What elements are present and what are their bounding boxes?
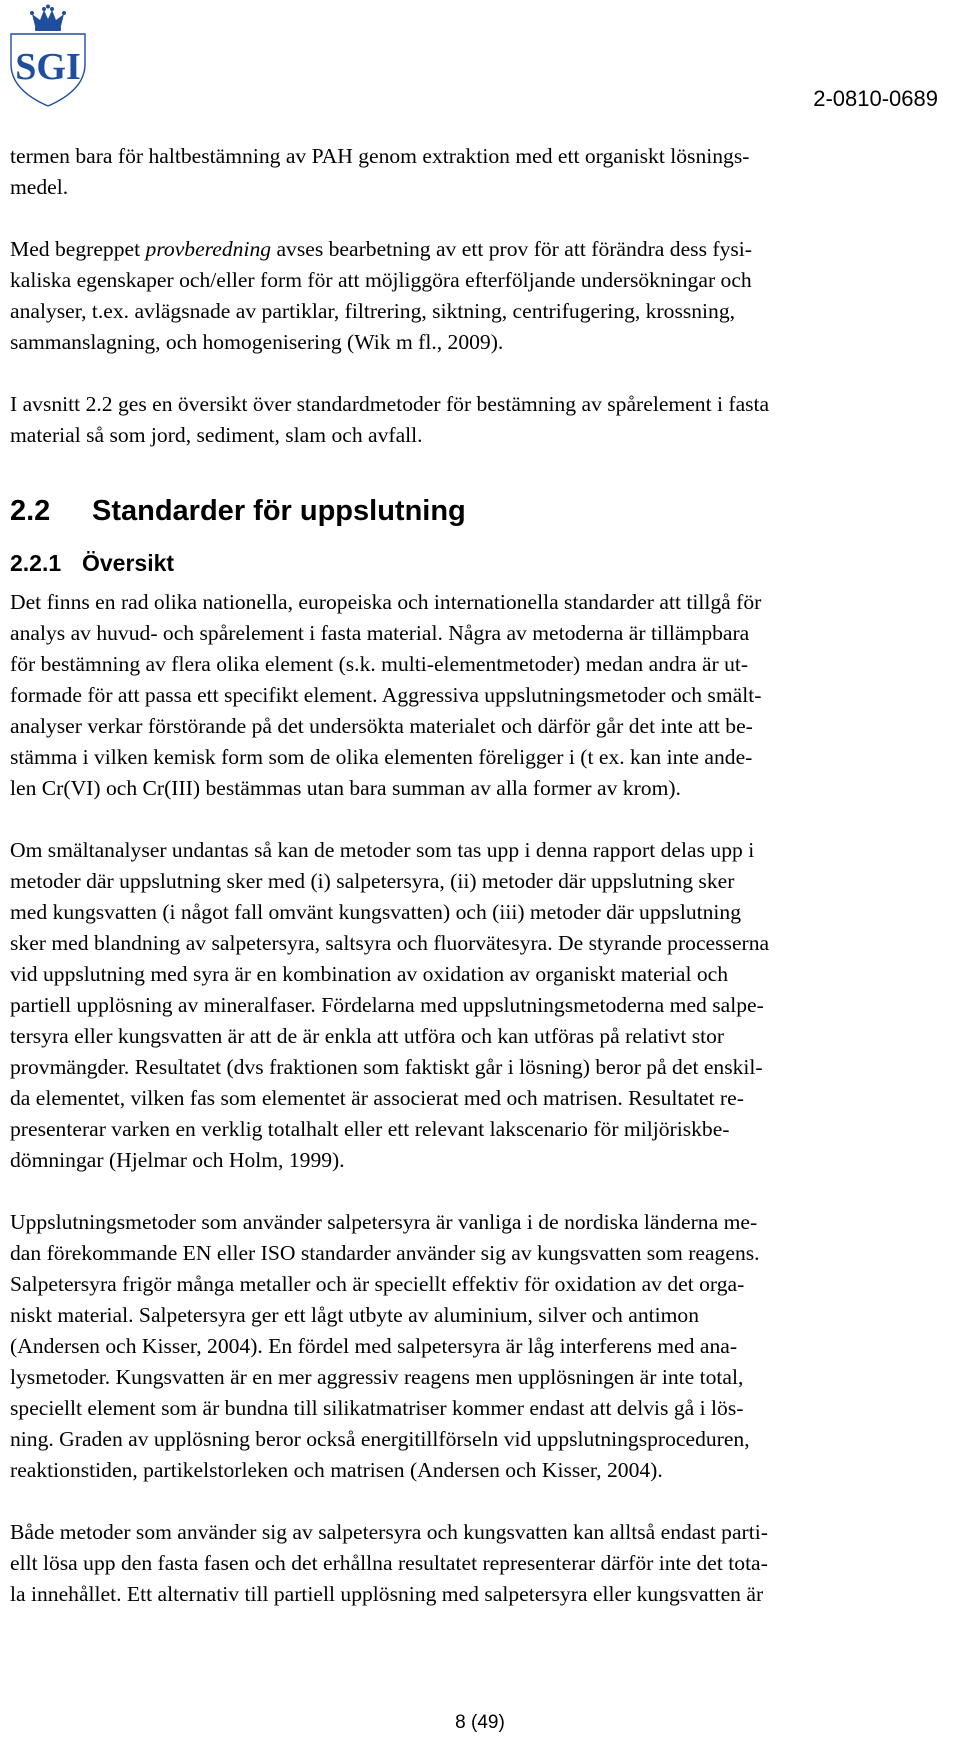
text-line: niskt material. Salpetersyra ger ett lågt utbyte av aluminium, silver och antimon	[10, 1303, 700, 1327]
text-line: Om smältanalyser undantas så kan de metoder som tas upp i denna rapport delas upp i	[10, 838, 755, 862]
text-line: medel.	[10, 175, 69, 199]
text-line: Det finns en rad olika nationella, europeiska och internationella standarder att tillgå för	[10, 590, 762, 614]
text-line: partiell upplösning av mineralfaser. Fördelarna med uppslutningsmetoderna med salpe-	[10, 993, 764, 1017]
text-line: termen bara för haltbestämning av PAH genom extraktion med ett organiskt lösnings-	[10, 144, 750, 168]
text-line: analys av huvud- och spårelement i fasta material. Några av metoderna är tillämpbara	[10, 621, 750, 645]
text-line: dömningar (Hjelmar och Holm, 1999).	[10, 1148, 345, 1172]
subsection-title: Översikt	[82, 550, 175, 576]
page-number: 8 (49)	[455, 1712, 505, 1733]
section-heading	[10, 491, 954, 531]
paragraph-5	[10, 835, 954, 1176]
text-line: analyser, t.ex. avlägsnade av partiklar, filtrering, siktning, centrifugering, krossning,	[10, 299, 736, 323]
text-line: dan förekommande EN eller ISO standarder använder sig av kungsvatten som reagens.	[10, 1241, 760, 1265]
text-line: Uppslutningsmetoder som använder salpetersyra är vanliga i de nordiska länderna me-	[10, 1210, 758, 1234]
text-line: formade för att passa ett specifikt element. Aggressiva uppslutningsmetoder och smält-	[10, 683, 762, 707]
emphasis-term: provberedning	[145, 237, 272, 261]
text-line: reaktionstiden, partikelstorleken och matrisen (Andersen och Kisser, 2004).	[10, 1458, 663, 1482]
subsection-number: 2.2.1	[10, 550, 62, 576]
logo-text: SGI	[15, 46, 81, 88]
text-line: Salpetersyra frigör många metaller och är speciellt effektiv för oxidation av det orga-	[10, 1272, 745, 1296]
text-line: la innehållet. Ett alternativ till partiell upplösning med salpetersyra eller kungsvatten är	[10, 1582, 764, 1606]
text-line: för bestämning av flera olika element (s.k. multi-elementmetoder) medan andra är ut-	[10, 652, 749, 676]
paragraph-6	[10, 1207, 954, 1486]
section-number: 2.2	[10, 495, 51, 527]
text-line: kaliska egenskaper och/eller form för att möjliggöra efterföljande undersökningar och	[10, 268, 752, 292]
text-line: lysmetoder. Kungsvatten är en mer aggressiv reagens men upplösningen är inte total,	[10, 1365, 744, 1389]
paragraph-2	[10, 234, 954, 358]
text-line: Både metoder som använder sig av salpetersyra och kungsvatten kan alltså endast parti-	[10, 1520, 768, 1544]
text-segment: Med begreppet	[10, 237, 146, 261]
paragraph-4	[10, 587, 954, 804]
subsection-heading	[10, 547, 954, 579]
text-line: ning. Graden av upplösning beror också energitillförseln vid uppslutningsproceduren,	[10, 1427, 750, 1451]
document-number: 2-0810-0689	[813, 86, 938, 111]
text-line: stämma i vilken kemisk form som de olika elementen föreligger i (t ex. kan inte ande-	[10, 745, 753, 769]
text-line: len Cr(VI) och Cr(III) bestämmas utan bara summan av alla former av krom).	[10, 776, 681, 800]
text-line: med kungsvatten (i något fall omvänt kungsvatten) och (iii) metoder där uppslutning	[10, 900, 742, 924]
paragraph-7	[10, 1517, 954, 1610]
text-line: da elementet, vilken fas som elementet är associerat med och matrisen. Resultatet re-	[10, 1086, 744, 1110]
text-line: vid uppslutning med syra är en kombination av oxidation av organiskt material och	[10, 962, 729, 986]
paragraph-1	[10, 141, 954, 203]
text-line: sammanslagning, och homogenisering (Wik m fl., 2009).	[10, 330, 504, 354]
text-segment: avses bearbetning av ett prov för att förändra dess fysi-	[271, 237, 752, 261]
sgi-crown-logo-icon	[8, 4, 88, 108]
paragraph-3	[10, 389, 954, 451]
text-line: provmängder. Resultatet (dvs fraktionen som faktiskt går i lösning) beror på det enskil-	[10, 1055, 763, 1079]
sgi-logo	[8, 4, 88, 108]
text-line: ellt lösa upp den fasta fasen och det erhållna resultatet representerar därför inte det tota-	[10, 1551, 768, 1575]
text-line: I avsnitt 2.2 ges en översikt över standardmetoder för bestämning av spårelement i fasta	[10, 392, 770, 416]
text-line: speciellt element som är bundna till silikatmatriser kommer endast att delvis gå i lös-	[10, 1396, 744, 1420]
text-line: (Andersen och Kisser, 2004). En fördel med salpetersyra är låg interferens med ana-	[10, 1334, 738, 1358]
text-line: metoder där uppslutning sker med (i) salpetersyra, (ii) metoder där uppslutning sker	[10, 869, 735, 893]
text-line: tersyra eller kungsvatten är att de är enkla att utföra och kan utföras på relativt stor	[10, 1024, 725, 1048]
text-line: analyser verkar förstörande på det undersökta materialet och därför går det inte att be-	[10, 714, 753, 738]
section-title: Standarder för uppslutning	[92, 495, 466, 527]
document-body	[10, 141, 954, 1610]
text-line: sker med blandning av salpetersyra, saltsyra och fluorvätesyra. De styrande processerna	[10, 931, 770, 955]
text-line: presenterar varken en verklig totalhalt eller ett relevant lakscenario för miljöriskbe-	[10, 1117, 730, 1141]
text-line	[10, 234, 954, 265]
text-line: material så som jord, sediment, slam och avfall.	[10, 423, 423, 447]
